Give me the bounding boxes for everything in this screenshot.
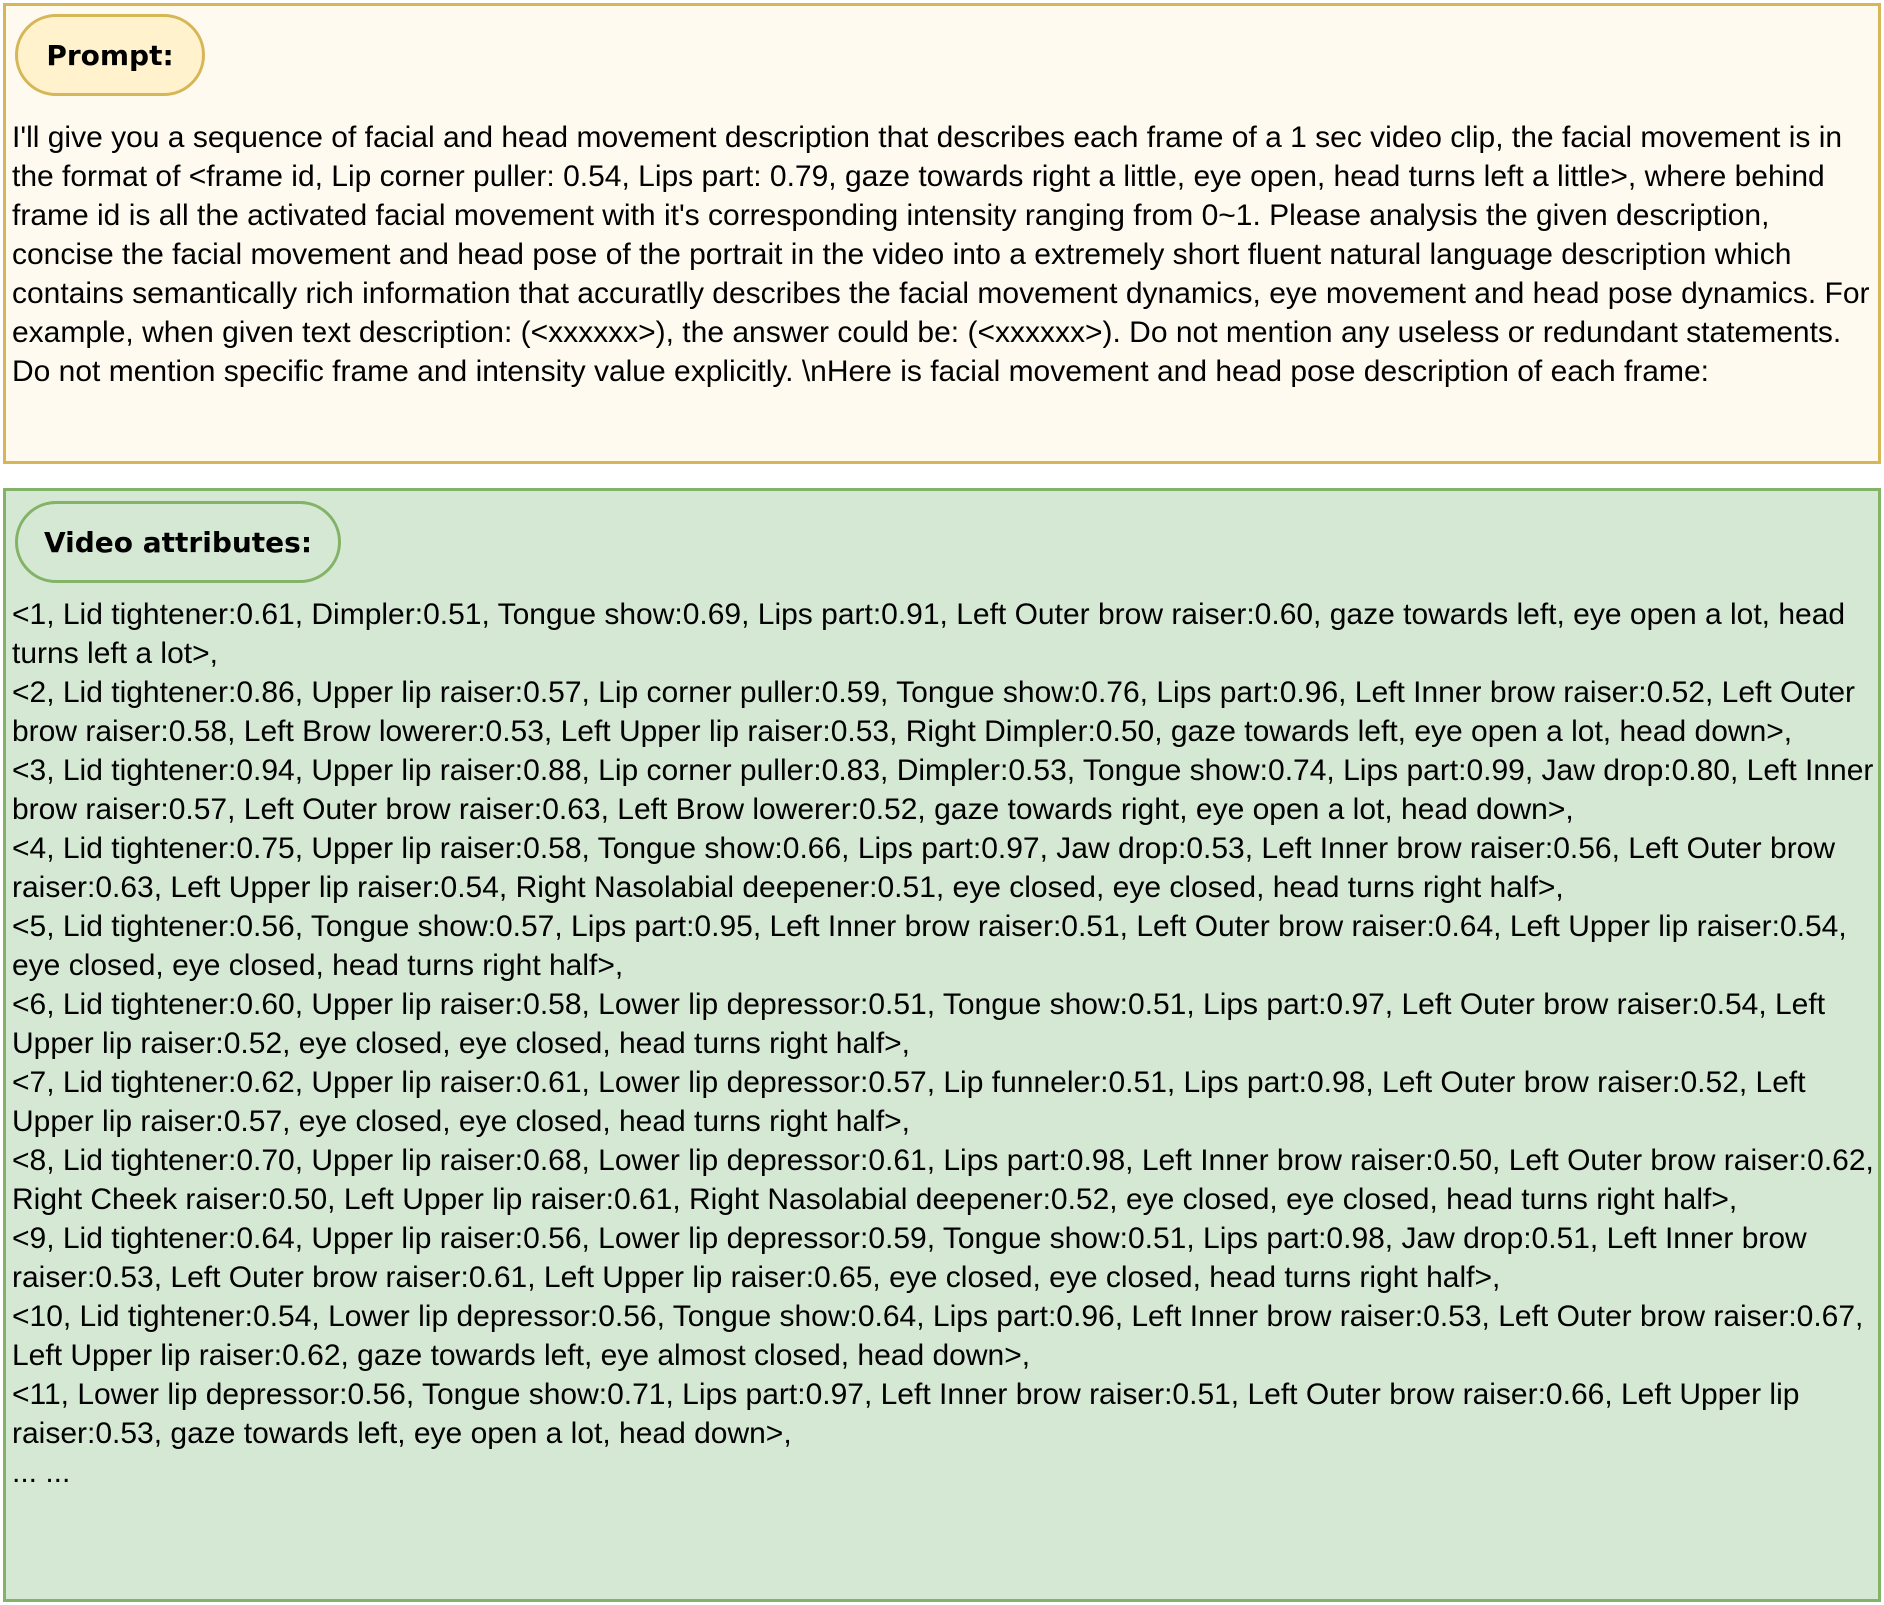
video-attributes-label: Video attributes: xyxy=(15,501,341,583)
frame-attribute-line: <10, Lid tightener:0.54, Lower lip depressor:0.56, Tongue show:0.64, Lips part:0.96, Left Inner brow raiser:0.53, Left Outer brow raiser:0.67, Left Upper lip raiser:0.62, gaze towards left, eye almost closed, head down>, xyxy=(12,1300,1864,1372)
frame-attribute-line: <3, Lid tightener:0.94, Upper lip raiser:0.88, Lip corner puller:0.83, Dimpler:0.53, Tongue show:0.74, Lips part:0.99, Jaw drop:0.80, Left Inner brow raiser:0.57, Left Outer brow raiser:0.63, Left Brow lowerer:0.52, gaze towards right, eye open a lot, head down>, xyxy=(12,754,1874,826)
frame-attribute-line: <11, Lower lip depressor:0.56, Tongue show:0.71, Lips part:0.97, Left Inner brow raiser:0.51, Left Outer brow raiser:0.66, Left Upper lip raiser:0.53, gaze towards left, eye open a lot, head down>, xyxy=(12,1378,1800,1450)
prompt-text: I'll give you a sequence of facial and head movement description that describes each frame of a 1 sec video clip, the facial movement is in the format of <frame id, Lip corner puller: 0.54, Lips part: 0.79, gaze towards right a little, eye open, head turns left a little>, where behind frame id is all the activated facial movement with it's corresponding intensity ranging from 0~1. Please analysis the given description, concise the facial movement and head pose of the portrait in the video into a extremely short fluent natural language description which contains semantically rich information that accuratlly describes the facial movement dynamics, eye movement and head pose dynamics. For example, when given text description: (<xxxxxx>), the answer could be: (<xxxxxx>). Do not mention any useless or redundant statements. Do not mention specific frame and intensity value explicitly. \nHere is facial movement and head pose description of each frame: xyxy=(12,121,1870,388)
ellipsis-line: ... ... xyxy=(12,1456,71,1489)
frame-attribute-line: <2, Lid tightener:0.86, Upper lip raiser:0.57, Lip corner puller:0.59, Tongue show:0.76, Lips part:0.96, Left Inner brow raiser:0.52, Left Outer brow raiser:0.58, Left Brow lowerer:0.53, Left Upper lip raiser:0.53, Right Dimpler:0.50, gaze towards left, eye open a lot, head down>, xyxy=(12,676,1856,748)
frame-attribute-line: <9, Lid tightener:0.64, Upper lip raiser:0.56, Lower lip depressor:0.59, Tongue show:0.51, Lips part:0.98, Jaw drop:0.51, Left Inner brow raiser:0.53, Left Outer brow raiser:0.61, Left Upper lip raiser:0.65, eye closed, eye closed, head turns right half>, xyxy=(12,1222,1807,1294)
frame-attribute-line: <7, Lid tightener:0.62, Upper lip raiser:0.61, Lower lip depressor:0.57, Lip funneler:0.51, Lips part:0.98, Left Outer brow raiser:0.52, Left Upper lip raiser:0.57, eye closed, eye closed, head turns right half>, xyxy=(12,1066,1806,1138)
video-attributes-panel xyxy=(3,488,1881,1602)
frame-attribute-line: <5, Lid tightener:0.56, Tongue show:0.57, Lips part:0.95, Left Inner brow raiser:0.51, Left Outer brow raiser:0.64, Left Upper lip raiser:0.54, eye closed, eye closed, head turns right half>, xyxy=(12,910,1847,982)
prompt-panel xyxy=(3,3,1881,464)
frame-attribute-line: <1, Lid tightener:0.61, Dimpler:0.51, Tongue show:0.69, Lips part:0.91, Left Outer brow raiser:0.60, gaze towards left, eye open a lot, head turns left a lot>, xyxy=(12,598,1846,670)
frame-attribute-line: <8, Lid tightener:0.70, Upper lip raiser:0.68, Lower lip depressor:0.61, Lips part:0.98, Left Inner brow raiser:0.50, Left Outer brow raiser:0.62, Right Cheek raiser:0.50, Left Upper lip raiser:0.61, Right Nasolabial deepener:0.52, eye closed, eye closed, head turns right half>, xyxy=(12,1144,1874,1216)
prompt-label: Prompt: xyxy=(15,14,205,96)
frame-attribute-line: <6, Lid tightener:0.60, Upper lip raiser:0.58, Lower lip depressor:0.51, Tongue show:0.51, Lips part:0.97, Left Outer brow raiser:0.54, Left Upper lip raiser:0.52, eye closed, eye closed, head turns right half>, xyxy=(12,988,1826,1060)
frame-attribute-line: <4, Lid tightener:0.75, Upper lip raiser:0.58, Tongue show:0.66, Lips part:0.97, Jaw drop:0.53, Left Inner brow raiser:0.56, Left Outer brow raiser:0.63, Left Upper lip raiser:0.54, Right Nasolabial deepener:0.51, eye closed, eye closed, head turns right half>, xyxy=(12,832,1836,904)
frame-attribute-list xyxy=(12,595,1878,1492)
